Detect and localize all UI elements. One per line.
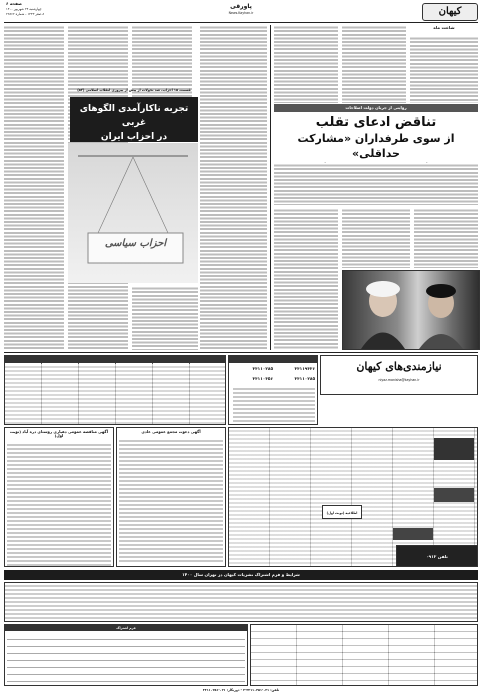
hotline-box: تلفن ۰۹۱۲	[396, 545, 478, 567]
ads-title: نیازمندی‌های کیهان	[356, 360, 442, 373]
phone-4: ۳۳۱۱۰۲۸۵	[294, 376, 315, 381]
phone-2: ۳۳۱۱۹۳۳۶	[294, 366, 315, 371]
subscription-form	[4, 624, 248, 686]
left-article-title-line1: تجربه ناکارآمدی الگوهای غربی	[79, 104, 189, 128]
phone-1: ۳۳۱۱۰۲۸۵	[252, 366, 273, 371]
sign-text: احزاب سیاسی	[104, 238, 167, 249]
right-article-kicker-bar: روایتی از جریان دولت اصلاحات	[274, 104, 478, 112]
subscription-terms	[4, 582, 478, 622]
headline-line1: تناقض ادعای تقلب	[315, 115, 437, 130]
ad-index-grid	[4, 355, 226, 425]
right-column-text-6	[342, 208, 410, 268]
right-column-text-5	[274, 208, 338, 350]
header-rule	[4, 22, 478, 23]
website-link[interactable]: News.Kayhan.ir	[228, 11, 254, 15]
footer-phone: تلفن: ۰۲۱-۳۳۱۱۰۲۵۱-۳ - دورنگار: ۰۲۱-۳۳۱۱۰۲۵۱	[202, 688, 280, 692]
vertical-divider	[270, 25, 271, 350]
left-article-title-box	[70, 97, 198, 142]
issue-number: ۸ صفر ۱۴۴۳ - شماره ۲۲۸۶۲	[6, 12, 45, 16]
wall-sign-drawing	[68, 143, 198, 283]
subscription-price-table	[250, 624, 478, 686]
right-side-heading: شاخت ماه	[433, 25, 455, 30]
form-title: فرم اشتراک	[5, 625, 247, 631]
left-column-text-5	[132, 286, 198, 350]
right-column-text-7	[414, 208, 478, 268]
left-article-title-line2: در احزاب ایران	[100, 132, 168, 142]
assembly-notice	[116, 427, 226, 567]
left-column-text-4	[200, 25, 267, 350]
page-number: صفحه ۶	[6, 1, 22, 6]
assembly-notice-title: آگهی دعوت مجمع عمومی عادی	[141, 429, 201, 434]
ads-email[interactable]: niyaz.manisha@kayhan.ir	[378, 378, 420, 382]
right-article-headline	[274, 114, 478, 162]
article-photo	[342, 270, 480, 350]
headline-line2: از سوی طرفداران «مشارکت حداقلی»	[297, 132, 455, 160]
left-article-series-label: قسمت ۱۵ احزاب، ضد تحولات از پیش از پیروزی انقلاب اسلامی (۵۳)	[77, 88, 191, 92]
tender-notice-title: آگهی مناقصه عمومی دهیاری روستای دره آباد (نوبت اول)	[9, 429, 109, 438]
left-column-text-1	[4, 25, 64, 350]
right-column-text-4	[274, 163, 478, 205]
party-sign-illustration	[68, 143, 198, 283]
ads-masthead	[320, 355, 478, 395]
phone-3: ۳۳۱۱۰۳۵۶	[252, 376, 273, 381]
issue-date: چهارشنبه ۲۴ شهریور ۱۴۰۰	[6, 7, 42, 11]
tender-notice	[4, 427, 114, 567]
section-title: پاورقی	[230, 3, 252, 10]
right-column-text-3	[410, 36, 478, 103]
right-column-text-2	[342, 25, 406, 103]
ads-phone-box	[228, 355, 318, 425]
photo-figures	[343, 271, 479, 349]
subscription-title-bar: شرایط و فرم اشتراک نشریات کیهان در تهران سال ۱۴۰۰	[4, 570, 478, 580]
page-header	[0, 0, 482, 22]
notice-announcement-box: اطلاعیه (نوبت اول)	[322, 505, 362, 519]
kayhan-logo: کیهان	[422, 3, 478, 21]
section-rule	[4, 352, 478, 353]
right-column-text-1	[274, 25, 338, 103]
